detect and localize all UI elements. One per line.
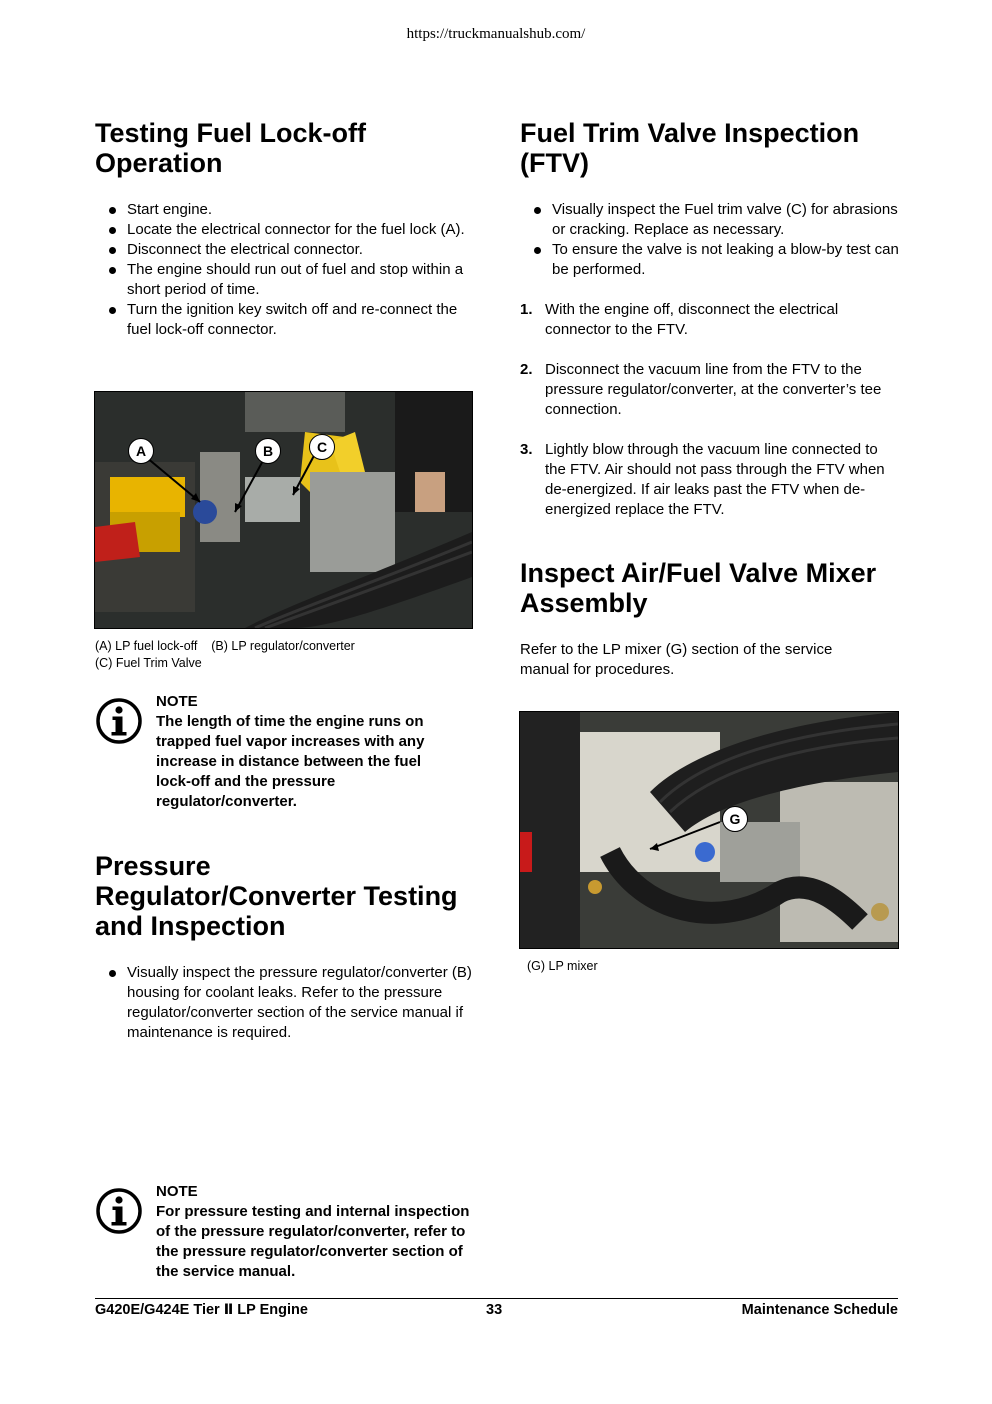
info-icon: [95, 697, 143, 745]
bullet-icon: [534, 247, 541, 254]
lockoff-bullet-list: [95, 200, 475, 340]
note-title: NOTE: [156, 693, 198, 710]
section-title-ftv: Fuel Trim Valve Inspection (FTV): [520, 118, 860, 178]
photo-label-b: B: [255, 438, 281, 464]
photo-label-g: G: [722, 806, 748, 832]
section-title-regulator: Pressure Regulator/Converter Testing and Inspection: [95, 851, 458, 941]
info-icon: [95, 1187, 143, 1235]
section-title-mixer: Inspect Air/Fuel Valve Mixer Assembly: [520, 558, 877, 618]
footer-divider: [95, 1298, 898, 1299]
list-item: Disconnect the electrical connector.: [95, 240, 475, 260]
note-body: For pressure testing and internal inspection of the pressure regulator/converter, refer to the pressure regulator/converter section of the service manual.: [156, 1203, 470, 1280]
list-item: 2. Disconnect the vacuum line from the FTV to the pressure regulator/converter, at the converter’s tee connection.: [520, 361, 882, 418]
photo-caption-mixer: (G) LP mixer: [527, 959, 598, 973]
note-title: NOTE: [156, 1183, 198, 1200]
list-item: Locate the electrical connector for the fuel lock (A).: [95, 220, 475, 240]
section-mixer-assembly: [520, 558, 900, 680]
note-body: The length of time the engine runs on trapped fuel vapor increases with any increase in distance between the fuel lock-off and the pressure regulator/converter.: [156, 713, 425, 810]
photo-label-a: A: [128, 438, 154, 464]
page-number: 33: [486, 1302, 503, 1318]
engine-photo-mixer: [519, 711, 899, 949]
bullet-icon: [534, 207, 541, 214]
bullet-icon: [109, 307, 116, 314]
bullet-icon: [109, 247, 116, 254]
mixer-photo-drawing: [520, 712, 898, 948]
ftv-bullet-list: [520, 200, 900, 280]
section-ftv-inspection: [520, 118, 900, 540]
list-item: 1. With the engine off, disconnect the electrical connector to the FTV.: [520, 301, 839, 338]
bullet-icon: [109, 207, 116, 214]
engine-photo-lockoff: [94, 391, 473, 629]
footer-section: Maintenance Schedule: [741, 1302, 898, 1318]
section-title-fuel-lockoff: Testing Fuel Lock-off Operation: [95, 118, 366, 178]
header-url: https://truckmanualshub.com/: [406, 26, 586, 42]
note-pressure-testing: [95, 1182, 536, 1282]
photo-label-c: C: [309, 434, 335, 460]
bullet-icon: [109, 267, 116, 274]
section-fuel-lockoff: [95, 118, 475, 340]
list-item: Start engine.: [95, 200, 475, 220]
footer-title: G420E/G424E Tier Ⅱ LP Engine: [95, 1302, 308, 1318]
engine-photo-drawing: [95, 392, 472, 628]
ftv-steps-list: [520, 300, 900, 520]
list-item: Visually inspect the pressure regulator/converter (B) housing for coolant leaks. Refer to the pressure regulator/converter section of the service manual if maintenance is required.: [95, 963, 475, 1043]
list-item: Turn the ignition key switch off and re-connect the fuel lock-off connector.: [95, 300, 475, 340]
list-item: 3. Lightly blow through the vacuum line connected to the FTV. Air should not pass through the FTV when de-energized. If air leaks past the FTV when de-energized replace the FTV.: [520, 441, 885, 518]
list-item: Visually inspect the Fuel trim valve (C) for abrasions or cracking. Replace as necessary.: [520, 200, 900, 240]
photo-caption-lockoff: (A) LP fuel lock-off (B) LP regulator/converter (C) Fuel Trim Valve: [95, 639, 355, 670]
bullet-icon: [109, 970, 116, 977]
regulator-bullet-list: [95, 963, 475, 1043]
note-engine-runtime: [95, 692, 506, 812]
list-item: The engine should run out of fuel and stop within a short period of time.: [95, 260, 475, 300]
list-item: To ensure the valve is not leaking a blow-by test can be performed.: [520, 240, 900, 280]
bullet-icon: [109, 227, 116, 234]
section-regulator-testing: [95, 851, 475, 1043]
mixer-text: Refer to the LP mixer (G) section of the service manual for procedures.: [520, 641, 833, 678]
